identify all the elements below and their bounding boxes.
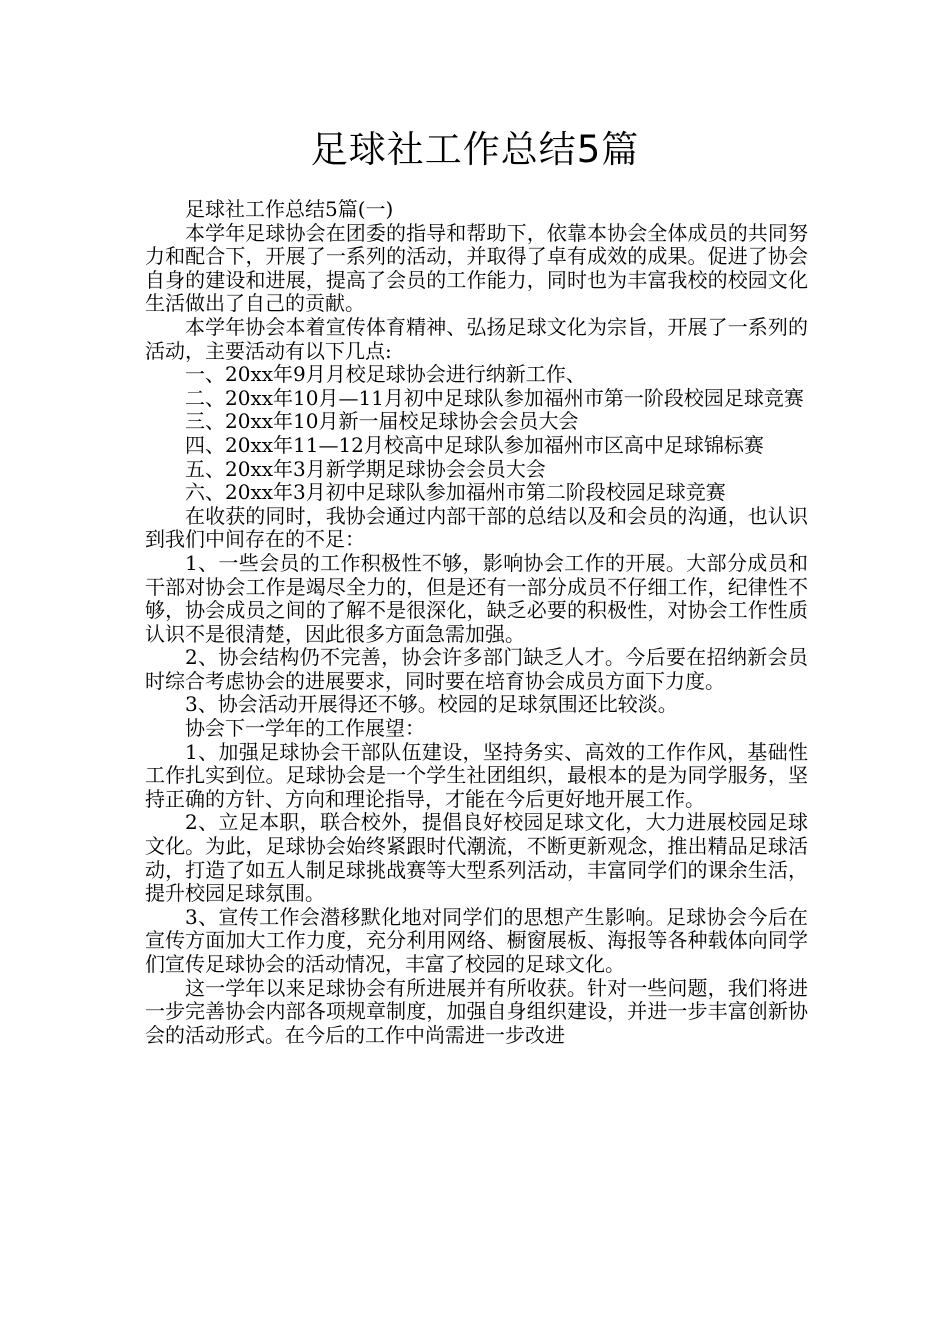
paragraph: 在收获的同时，我协会通过内部干部的总结以及和会员的沟通，也认识到我们中间存在的不足： <box>145 503 808 552</box>
paragraph: 1、一些会员的工作积极性不够，影响协会工作的开展。大部分成员和干部对协会工作是竭尽全力的，但是还有一部分成员不仔细工作，纪律性不够，协会成员之间的了解不是很深化，缺乏必要的积极性，对协会工作性质认识不是很清楚，因此很多方面急需加强。 <box>145 550 808 646</box>
paragraph: 3、宣传工作会潜移默化地对同学们的思想产生影响。足球协会今后在宣传方面加大工作力度，充分利用网络、橱窗展板、海报等各种载体向同学们宣传足球协会的活动情况，丰富了校园的足球文化。 <box>145 904 808 976</box>
paragraph: 2、立足本职，联合校外，提倡良好校园足球文化，大力进展校园足球文化。为此，足球协会始终紧跟时代潮流，不断更新观念，推出精品足球活动，打造了如五人制足球挑战赛等大型系列活动，丰富同学们的课余生活，提升校园足球氛围。 <box>145 810 808 906</box>
paragraph: 二、20xx年10月—11月初中足球队参加福州市第一阶段校园足球竞赛 <box>185 385 804 410</box>
paragraph: 五、20xx年3月新学期足球协会会员大会 <box>185 456 546 481</box>
paragraph: 本学年足球协会在团委的指导和帮助下，依靠本协会全体成员的共同努力和配合下，开展了一系列的活动，并取得了卓有成效的成果。促进了协会自身的建设和进展，提高了会员的工作能力，同时也为丰富我校的校园文化生活做出了自己的贡献。 <box>145 220 808 316</box>
paragraph: 本学年协会本着宣传体育精神、弘扬足球文化为宗旨，开展了一系列的活动，主要活动有以下几点: <box>145 314 808 363</box>
paragraph: 三、20xx年10月新一届校足球协会会员大会 <box>185 409 579 434</box>
paragraph: 六、20xx年3月初中足球队参加福州市第二阶段校园足球竞赛 <box>185 480 726 505</box>
paragraph: 3、协会活动开展得还不够。校园的足球氛围还比较淡。 <box>185 692 678 717</box>
paragraph: 1、加强足球协会干部队伍建设，坚持务实、高效的工作作风，基础性工作扎实到位。足球协会是一个学生社团组织，最根本的是为同学服务，坚持正确的方针、方向和理论指导，才能在今后更好地开展工作。 <box>145 739 808 811</box>
paragraph: 足球社工作总结5篇(一) <box>185 197 394 221</box>
paragraph: 2、协会结构仍不完善，协会许多部门缺乏人才。今后要在招纳新会员时综合考虑协会的进展要求，同时要在培育协会成员方面下力度。 <box>145 645 808 693</box>
document-title: 足球社工作总结5篇 <box>310 128 640 171</box>
paragraph: 四、20xx年11—12月校高中足球队参加福州市区高中足球锦标赛 <box>185 432 764 457</box>
paragraph: 一、20xx年9月月校足球协会进行纳新工作、 <box>185 362 586 387</box>
document-body <box>145 198 808 1047</box>
paragraph: 协会下一学年的工作展望： <box>185 716 425 741</box>
paragraph: 这一学年以来足球协会有所进展并有所收获。针对一些问题，我们将进一步完善协会内部各项规章制度，加强自身组织建设，并进一步丰富创新协会的活动形式。在今后的工作中尚需进一步改进 <box>145 975 808 1047</box>
